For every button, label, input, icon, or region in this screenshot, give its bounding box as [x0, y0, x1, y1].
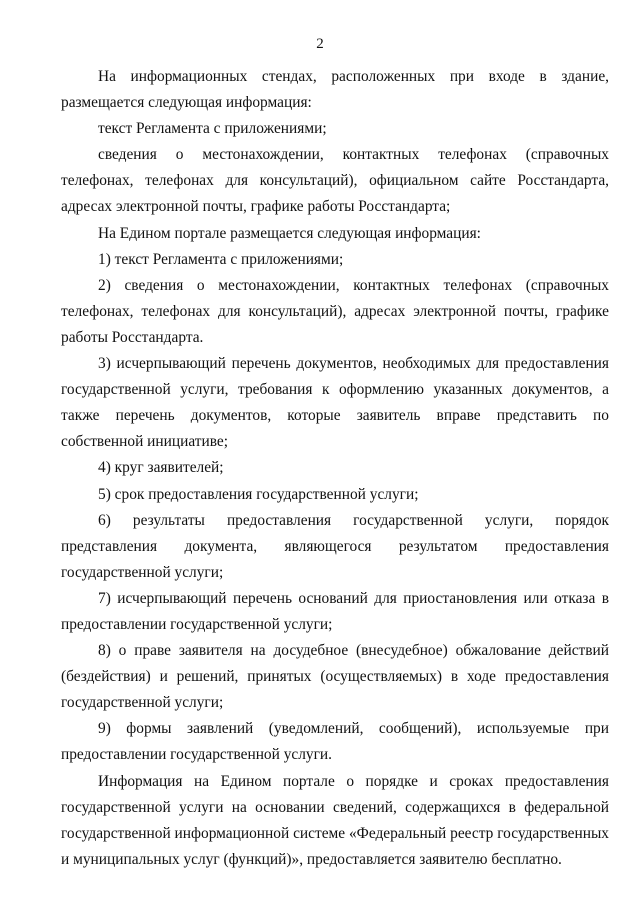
- list-item-4: 4) круг заявителей;: [98, 459, 224, 477]
- list-item-6: 6) результаты предоставления государственной услуги, порядок представления документа, являющегося результатом предоставления государственной услуги;: [61, 511, 609, 581]
- document-body: [61, 64, 609, 873]
- list-item-2: 2) сведения о местонахождении, контактных телефонах (справочных телефонах, телефонах для консультаций), адресах электронной почты, графике работы Росстандарта.: [61, 276, 609, 346]
- list-item-8: 8) о праве заявителя на досудебное (внесудебное) обжалование действий (бездействия) и решений, принятых (осуществляемых) в ходе предоставления государственной услуги;: [61, 642, 609, 712]
- paragraph-regulation-text: текст Регламента с приложениями;: [98, 120, 327, 138]
- page-number: 2: [316, 36, 324, 52]
- list-item-7: 7) исчерпывающий перечень оснований для приостановления или отказа в предоставлении государственной услуги;: [61, 589, 609, 633]
- list-item-5: 5) срок предоставления государственной услуги;: [98, 485, 419, 503]
- paragraph-info-stands: На информационных стендах, расположенных при входе в здание, размещается следующая информация:: [61, 68, 609, 112]
- list-item-3: 3) исчерпывающий перечень документов, необходимых для предоставления государственной услуги, требования к оформлению указанных документов, а также перечень документов, которые заявитель вправе представить по собственной инициативе;: [61, 355, 609, 451]
- paragraph-free-of-charge: Информация на Едином портале о порядке и сроках предоставления государственной услуги на основании сведений, содержащихся в федеральной государственной информационной системе «Федеральный реестр государственных и муниципальных услуг (функций)», предоставляется заявителю бесплатно.: [61, 772, 609, 868]
- list-item-1: 1) текст Регламента с приложениями;: [98, 250, 344, 268]
- list-item-9: 9) формы заявлений (уведомлений, сообщений), используемые при предоставлении государственной услуги.: [61, 720, 609, 764]
- paragraph-portal-intro: На Едином портале размещается следующая информация:: [98, 224, 481, 242]
- paragraph-contact-info: сведения о местонахождении, контактных телефонах (справочных телефонах, телефонах для консультаций), официальном сайте Росстандарта, адресах электронной почты, графике работы Росстандарта;: [61, 146, 609, 216]
